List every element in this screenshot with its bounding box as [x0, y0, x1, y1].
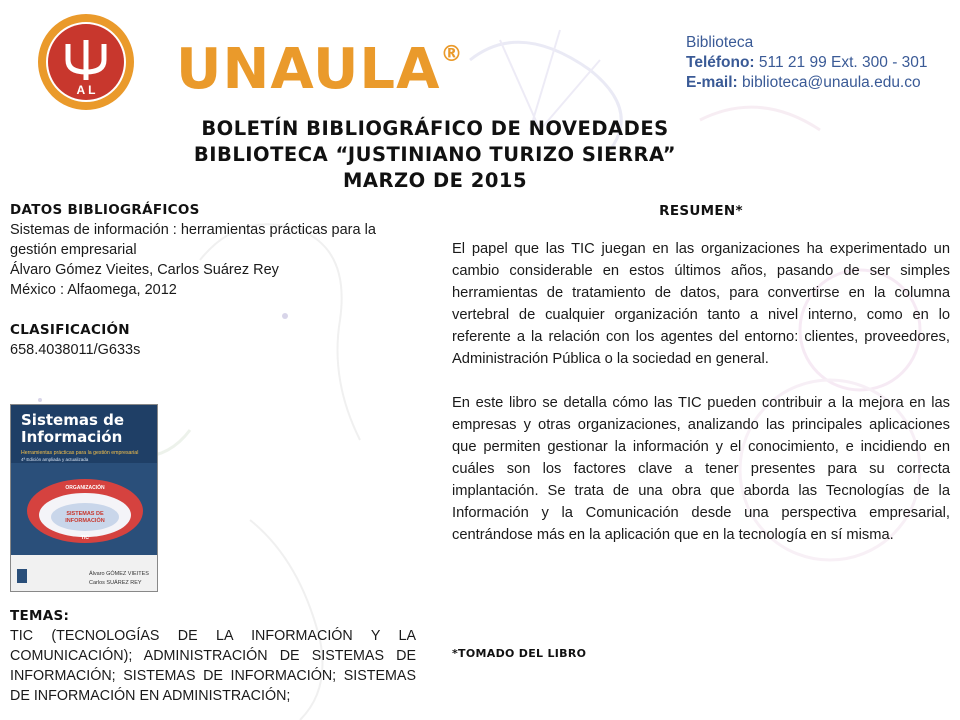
- cover-ring-center-1: SISTEMAS DE: [66, 511, 104, 517]
- title-line-3: MARZO DE 2015: [342, 169, 528, 192]
- summary-section: [452, 200, 950, 546]
- bibliographic-data: [10, 200, 416, 360]
- summary-heading: RESUMEN*: [659, 203, 743, 219]
- topics-heading: TEMAS:: [10, 608, 70, 624]
- cover-author-2: Carlos SUÁREZ REY: [89, 580, 142, 586]
- classification-value: 658.4038011/G633s: [10, 342, 141, 358]
- phone-value: 511 21 99 Ext. 300 - 301: [758, 54, 928, 71]
- cover-title-2: Información: [21, 428, 123, 446]
- cover-title-1: Sistemas de: [21, 411, 125, 429]
- email-label: E-mail:: [686, 74, 738, 91]
- unaula-logo: [38, 14, 464, 114]
- cover-ring-top: ORGANIZACIÓN: [65, 485, 105, 491]
- topics-text: TIC (TECNOLOGÍAS DE LA INFORMACIÓN Y LA COMUNICACIÓN); ADMINISTRACIÓN DE SISTEMAS DE INFORMACIÓN; SISTEMAS DE INFORMACIÓN; SISTEMAS DE INFORMACIÓN EN ADMINISTRACIÓN;: [10, 628, 416, 704]
- library-contact: [686, 33, 928, 93]
- bulletin-title: [160, 116, 710, 194]
- email-value[interactable]: biblioteca@unaula.edu.co: [742, 74, 921, 91]
- book-authors: Álvaro Gómez Vieites, Carlos Suárez Rey: [10, 262, 279, 278]
- book-publisher: México : Alfaomega, 2012: [10, 282, 177, 298]
- title-line-1: BOLETÍN BIBLIOGRÁFICO DE NOVEDADES: [201, 117, 669, 140]
- cover-edition: 4ª Edición ampliada y actualizada: [21, 457, 89, 462]
- logo-initials: A L: [76, 83, 96, 97]
- summary-paragraph-1: El papel que las TIC juegan en las organizaciones ha experimentado un cambio considerable en estos últimos años, pasando de ser simples herramientas de tratamiento de datos, para convertirse en la columna vertebral de cualquier organización tanto a nivel interno, como en lo referente a la relación con los agentes del entorno: clientes, proveedores, Administración Pública o la sociedad en general.: [452, 241, 950, 367]
- publisher-mark-icon: [17, 569, 27, 583]
- unaula-emblem-icon: [38, 14, 134, 110]
- topics-section: [10, 606, 416, 706]
- biblio-heading: DATOS BIBLIOGRÁFICOS: [10, 202, 200, 218]
- contact-library: Biblioteca: [686, 34, 754, 51]
- summary-footnote: *TOMADO DEL LIBRO: [452, 647, 587, 660]
- cover-ring-center-2: INFORMACIÓN: [65, 518, 105, 524]
- logo-text: UNAULA: [176, 37, 441, 102]
- summary-paragraph-2: En este libro se detalla cómo las TIC pueden contribuir a la mejora en las empresas y otras organizaciones, analizando las principales aplicaciones que permiten gestionar la información y el conocimiento, e incidiendo en cuáles son los factores clave a tener presentes para su correcta implantación. Se trata de una obra que aborda las Tecnologías de la Información y la Comunicación desde una perspectiva empresarial, centrándose más en la aplicación que en la tecnología en sí misma.: [452, 395, 950, 543]
- cover-subtitle: Herramientas prácticas para la gestión empresarial: [21, 450, 139, 456]
- registered-mark: ®: [440, 42, 464, 67]
- cover-author-1: Álvaro GÓMEZ VIEITES: [89, 571, 149, 577]
- book-cover-image: [10, 404, 158, 592]
- logo-wordmark: [176, 37, 464, 102]
- book-title: Sistemas de información : herramientas prácticas para la gestión empresarial: [10, 222, 376, 258]
- title-line-2: BIBLIOTECA “JUSTINIANO TURIZO SIERRA”: [193, 143, 677, 166]
- cover-ring-bottom: TIC: [80, 535, 90, 541]
- classification-heading: CLASIFICACIÓN: [10, 322, 130, 338]
- phone-label: Teléfono:: [686, 54, 755, 71]
- book-cover-art: [11, 405, 158, 592]
